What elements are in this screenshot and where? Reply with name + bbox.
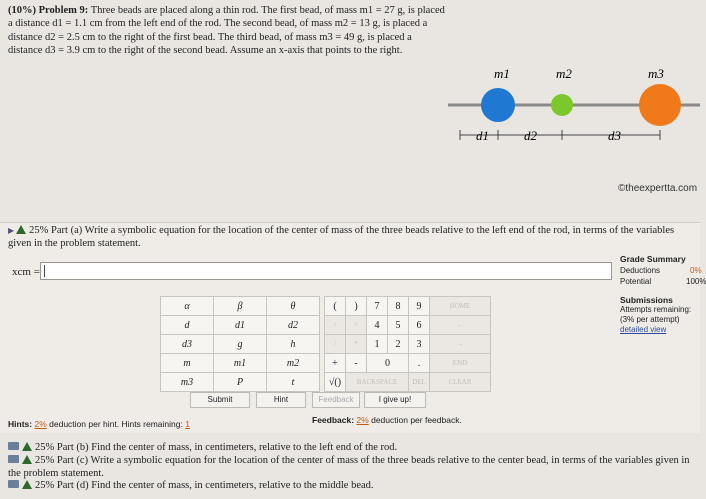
var-beta[interactable]: β bbox=[214, 297, 267, 316]
key-5[interactable]: 5 bbox=[388, 316, 409, 335]
image-credit: ©theexpertta.com bbox=[618, 183, 698, 194]
key-3[interactable]: 3 bbox=[409, 335, 430, 354]
key-backspace[interactable]: BACKSPACE bbox=[346, 373, 409, 392]
text-cursor bbox=[44, 265, 45, 277]
potential-label: Potential bbox=[620, 277, 652, 286]
submit-button[interactable]: Submit bbox=[190, 392, 250, 408]
feedback-info: Feedback: 2% deduction per feedback. bbox=[312, 415, 462, 425]
answer-label: xcm = bbox=[12, 266, 40, 278]
deductions-label: Deductions bbox=[620, 266, 661, 275]
part-a-title: ▶ 25% Part (a) Write a symbolic equation for the location of the center of mass of the three beads relative to the left end of the rod, in terms of the variables given in the problem statement. bbox=[8, 225, 675, 249]
key-dot[interactable]: . bbox=[409, 354, 430, 373]
var-d2[interactable]: d2 bbox=[267, 316, 320, 335]
distance-markers bbox=[460, 130, 660, 140]
var-d[interactable]: d bbox=[161, 316, 214, 335]
beads-diagram bbox=[448, 62, 700, 192]
var-alpha[interactable]: α bbox=[161, 297, 214, 316]
grade-summary bbox=[620, 254, 706, 287]
m3-label: m3 bbox=[648, 66, 664, 81]
problem-statement bbox=[8, 4, 448, 58]
other-parts bbox=[8, 442, 700, 493]
m1-label: m1 bbox=[494, 66, 510, 81]
deductions-value: 0% bbox=[690, 266, 702, 275]
key-8[interactable]: 8 bbox=[388, 297, 409, 316]
var-m2[interactable]: m2 bbox=[267, 354, 320, 373]
key-caret[interactable]: ^ bbox=[346, 316, 367, 335]
per-attempt: (3% per attempt) bbox=[620, 315, 680, 324]
var-t[interactable]: t bbox=[267, 373, 320, 392]
grade-icon bbox=[8, 455, 19, 463]
var-d1[interactable]: d1 bbox=[214, 316, 267, 335]
attempts-remaining: Attempts remaining: bbox=[620, 305, 692, 314]
warning-icon bbox=[22, 455, 32, 464]
key-open-paren[interactable]: ( bbox=[325, 297, 346, 316]
key-4[interactable]: 4 bbox=[367, 316, 388, 335]
hint-button[interactable]: Hint bbox=[256, 392, 306, 408]
var-m3[interactable]: m3 bbox=[161, 373, 214, 392]
answer-input[interactable] bbox=[40, 262, 612, 280]
detailed-view-link[interactable]: detailed view bbox=[620, 325, 667, 334]
hints-remaining: 1 bbox=[185, 419, 190, 429]
key-sqrt[interactable]: √() bbox=[325, 373, 346, 392]
key-9[interactable]: 9 bbox=[409, 297, 430, 316]
d2-label: d2 bbox=[524, 128, 537, 143]
submissions-title: Submissions bbox=[620, 295, 673, 305]
warning-icon bbox=[16, 225, 26, 234]
d3-label: d3 bbox=[608, 128, 621, 143]
d1-label: d1 bbox=[476, 128, 489, 143]
problem-text: Three beads are placed along a thin rod. The first bead, of mass m1 = 27 g, is placed a distance d1 = 1.1 cm from the left end of the rod. The second bead, of mass m2 = 13 g, is placed a distance d2 = 2.5 cm to the right of the first bead. The third bead, of mass m3 = 49 g, is placed a distance d3 = 3.9 cm to the right of the second bead. Assume an x-axis that points to the right. bbox=[8, 5, 445, 57]
key-home[interactable]: HOME bbox=[430, 297, 491, 316]
key-divide[interactable]: / bbox=[325, 335, 346, 354]
key-minus[interactable]: - bbox=[346, 354, 367, 373]
var-p[interactable]: P bbox=[214, 373, 267, 392]
key-6[interactable]: 6 bbox=[409, 316, 430, 335]
key-left[interactable]: ← bbox=[430, 316, 491, 335]
bead-2 bbox=[551, 94, 573, 116]
key-close-paren[interactable]: ) bbox=[346, 297, 367, 316]
part-b[interactable]: 25% Part (b) Find the center of mass, in centimeters, relative to the left end of the rod. bbox=[8, 442, 700, 455]
submissions-box bbox=[620, 295, 700, 335]
key-clear[interactable]: CLEAR bbox=[430, 373, 491, 392]
key-plus[interactable]: + bbox=[325, 354, 346, 373]
warning-icon bbox=[22, 442, 32, 451]
m2-label: m2 bbox=[556, 66, 572, 81]
expand-arrow-icon[interactable]: ▶ bbox=[8, 226, 15, 235]
variable-table bbox=[160, 296, 320, 392]
var-g[interactable]: g bbox=[214, 335, 267, 354]
grade-summary-title: Grade Summary bbox=[620, 254, 686, 264]
key-7[interactable]: 7 bbox=[367, 297, 388, 316]
bead-1 bbox=[481, 88, 515, 122]
var-theta[interactable]: θ bbox=[267, 297, 320, 316]
part-d[interactable]: 25% Part (d) Find the center of mass, in centimeters, relative to the middle bead. bbox=[8, 480, 700, 493]
feedback-button[interactable]: Feedback bbox=[312, 392, 360, 408]
potential-value: 100% bbox=[686, 277, 706, 286]
grade-icon bbox=[8, 480, 19, 488]
hints-info: Hints: 2% deduction per hint. Hints remaining: 1 bbox=[8, 419, 190, 429]
key-right[interactable]: → bbox=[430, 335, 491, 354]
var-m1[interactable]: m1 bbox=[214, 354, 267, 373]
key-up[interactable]: ↑ bbox=[325, 316, 346, 335]
feedback-deduction: 2% bbox=[356, 415, 369, 425]
var-d3[interactable]: d3 bbox=[161, 335, 214, 354]
keypad bbox=[324, 296, 491, 392]
var-m[interactable]: m bbox=[161, 354, 214, 373]
grade-icon bbox=[8, 442, 19, 450]
bead-3 bbox=[639, 84, 681, 126]
key-1[interactable]: 1 bbox=[367, 335, 388, 354]
key-end[interactable]: END bbox=[430, 354, 491, 373]
key-2[interactable]: 2 bbox=[388, 335, 409, 354]
key-multiply[interactable]: * bbox=[346, 335, 367, 354]
part-c[interactable]: 25% Part (c) Write a symbolic equation for the location of the center of mass of the three beads relative to the center bead, in terms of the variables given in the problem statement. bbox=[8, 454, 690, 479]
key-0[interactable]: 0 bbox=[367, 354, 409, 373]
warning-icon bbox=[22, 480, 32, 489]
hint-deduction: 2% bbox=[34, 419, 47, 429]
give-up-button[interactable]: I give up! bbox=[364, 392, 426, 408]
key-del[interactable]: DEL bbox=[409, 373, 430, 392]
var-h[interactable]: h bbox=[267, 335, 320, 354]
problem-label: (10%) Problem 9: bbox=[8, 5, 89, 16]
